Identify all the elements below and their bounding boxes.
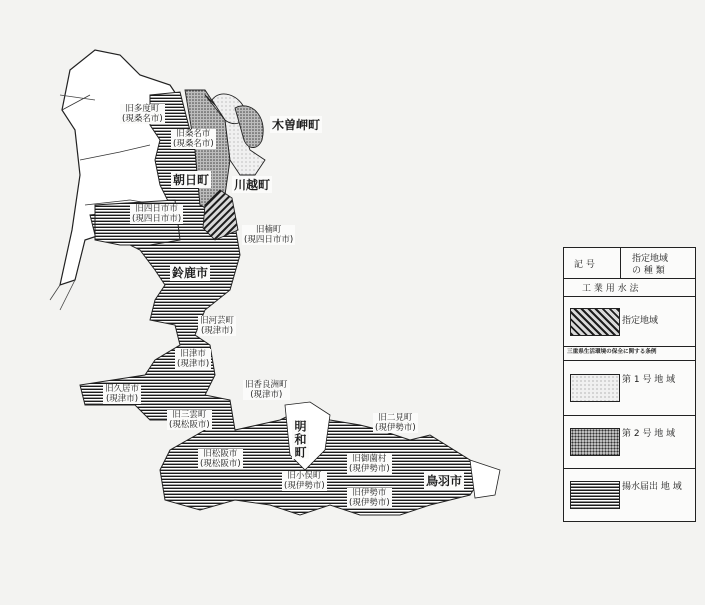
label-mikumo: 旧三雲町 (現松阪市) bbox=[169, 410, 210, 430]
swatch-light-dots bbox=[570, 374, 620, 402]
legend-header-type-1: 指定地域 bbox=[632, 254, 669, 264]
legend-header-divider bbox=[620, 248, 621, 278]
legend-item-second-class: 第 2 号 地 域 bbox=[564, 415, 695, 469]
label-suzuka: 鈴鹿市 bbox=[172, 266, 209, 280]
legend-section-ordinance: 三重県生活環境の保全に関する条例 bbox=[564, 346, 695, 361]
label-meiwa: 明和町 bbox=[293, 420, 307, 459]
label-hisai: 旧久居市 (現津市) bbox=[105, 384, 140, 404]
label-ise: 旧伊勢市 (現伊勢市) bbox=[349, 488, 390, 508]
toba-coast bbox=[470, 460, 500, 498]
swatch-diagonal bbox=[570, 308, 620, 336]
legend-header-type-2: の 種 類 bbox=[632, 266, 665, 276]
label-asahi: 朝日町 bbox=[173, 173, 210, 187]
label-tado: 旧多度町 (現桑名市) bbox=[122, 104, 163, 124]
label-futami: 旧二見町 (現伊勢市) bbox=[375, 413, 416, 433]
legend-item-designated: 指定地域 bbox=[564, 296, 695, 347]
label-kuwana: 旧桑名市 (現桑名市) bbox=[173, 129, 214, 149]
swatch-horizontal bbox=[570, 481, 620, 509]
label-kusu: 旧楠町 (現四日市市) bbox=[244, 225, 294, 245]
legend-item-first-class: 第 1 号 地 域 bbox=[564, 360, 695, 416]
legend bbox=[563, 247, 696, 522]
label-misono: 旧御薗村 (現伊勢市) bbox=[349, 454, 390, 474]
label-kawagoe: 川越町 bbox=[234, 178, 271, 192]
label-matsusaka: 旧松阪市 (現松阪市) bbox=[200, 449, 241, 469]
label-obata: 旧小俣町 (現伊勢市) bbox=[284, 471, 325, 491]
label-kisosaki: 木曽岬町 bbox=[272, 118, 321, 132]
label-kogisa: 旧香良洲町 (現津市) bbox=[245, 380, 288, 400]
legend-section-industrial: 工 業 用 水 法 bbox=[564, 278, 695, 297]
legend-header-symbol: 記 号 bbox=[574, 260, 595, 270]
label-tsu: 旧津市 (現津市) bbox=[177, 349, 210, 369]
label-yokkaichi: 旧四日市市 (現四日市市) bbox=[132, 204, 182, 224]
legend-item-pumping: 揚水届出 地 域 bbox=[564, 468, 695, 520]
swatch-dense-dots bbox=[570, 428, 620, 456]
label-kawage: 旧河芸町 (現津市) bbox=[200, 316, 235, 336]
label-toba: 鳥羽市 bbox=[426, 474, 463, 488]
legend-header bbox=[564, 248, 695, 279]
